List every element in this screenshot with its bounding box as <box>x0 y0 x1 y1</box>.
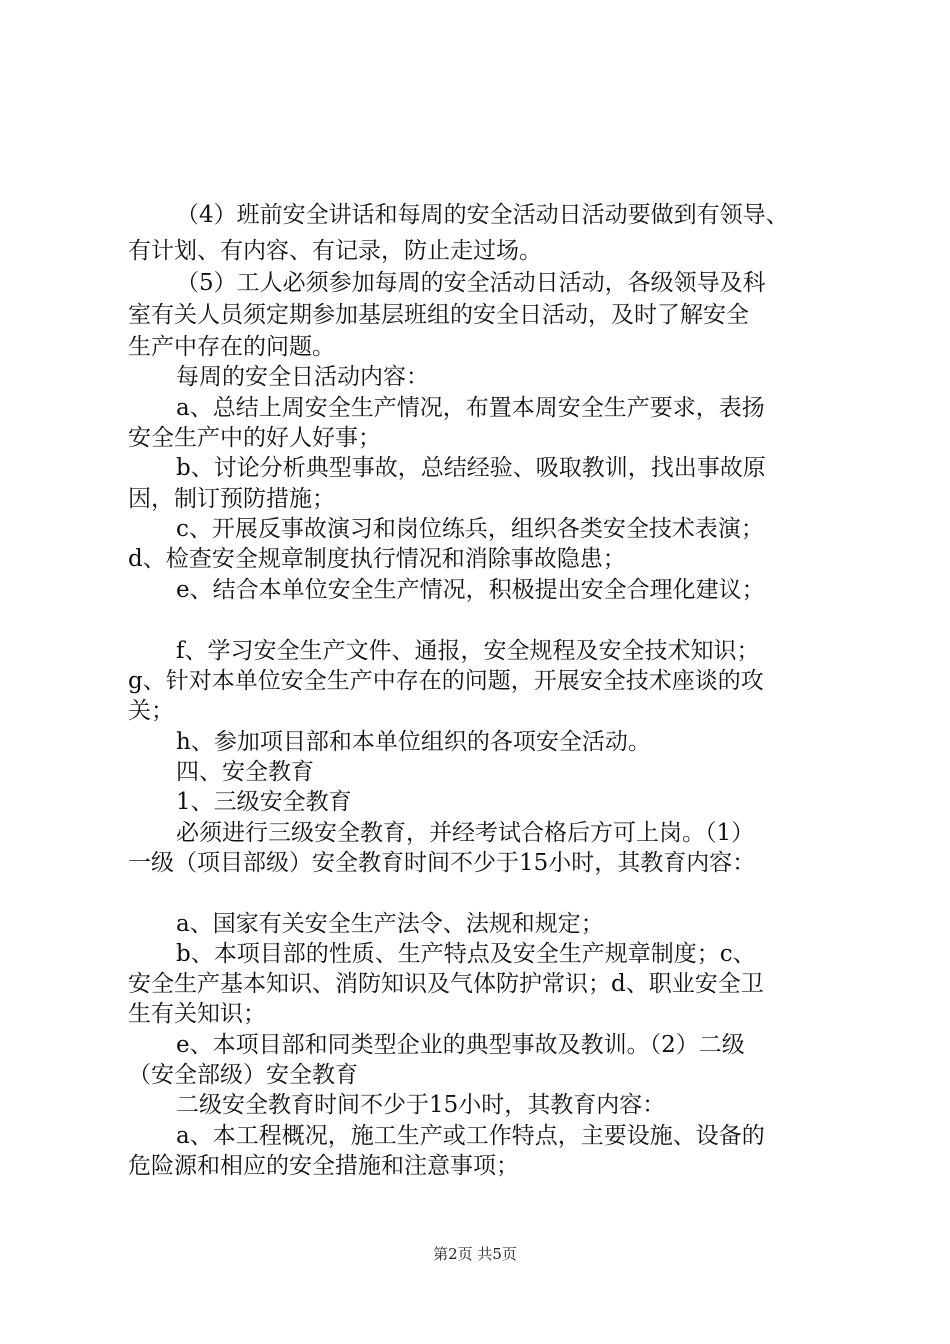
text-line: 1、三级安全教育 <box>176 789 352 815</box>
text-line: （4）班前安全讲话和每周的安全活动日活动要做到有领导、 <box>176 202 789 228</box>
text-line: a、本工程概况，施工生产或工作特点，主要设施、设备的 <box>176 1123 765 1149</box>
text-line: 危险源和相应的安全措施和注意事项； <box>128 1153 519 1179</box>
text-line: 关； <box>128 698 174 724</box>
text-line: 必须进行三级安全教育，并经考试合格后方可上岗。（1） <box>176 820 755 846</box>
text-line: 生产中存在的问题。 <box>128 334 335 360</box>
text-line: g、针对本单位安全生产中存在的问题，开展安全技术座谈的攻 <box>128 668 764 694</box>
text-line: d、检查安全规章制度执行情况和消除事故隐患； <box>128 546 626 572</box>
text-line: 二级安全教育时间不少于15小时，其教育内容： <box>176 1092 666 1118</box>
text-line: 每周的安全日活动内容： <box>176 364 429 390</box>
text-line: 一级（项目部级）安全教育时间不少于15小时，其教育内容： <box>128 850 756 876</box>
text-line: a、总结上周安全生产情况，布置本周安全生产要求，表扬 <box>176 395 765 421</box>
text-line: b、本项目部的性质、生产特点及安全生产规章制度；c、 <box>176 941 756 967</box>
page-footer: 第2页 共5页 <box>433 1245 517 1263</box>
text-line: a、国家有关安全生产法令、法规和规定； <box>176 911 604 937</box>
text-line: e、本项目部和同类型企业的典型事故及教训。（2）二级 <box>176 1032 745 1058</box>
text-line: （5）工人必须参加每周的安全活动日活动，各级领导及科 <box>176 270 766 296</box>
text-line: 因，制订预防措施； <box>128 486 335 512</box>
text-line: f、学习安全生产文件、通报，安全规程及安全技术知识； <box>176 638 760 664</box>
text-line: 室有关人员须定期参加基层班组的安全日活动，及时了解安全 <box>128 302 749 328</box>
text-line: （安全部级）安全教育 <box>128 1062 358 1088</box>
text-line: h、参加项目部和本单位组织的各项安全活动。 <box>176 729 651 755</box>
text-line: 生有关知识； <box>128 1001 266 1027</box>
text-line: b、讨论分析典型事故，总结经验、吸取教训，找出事故原 <box>176 455 766 481</box>
text-line: c、开展反事故演习和岗位练兵，组织各类安全技术表演； <box>176 516 764 542</box>
text-line: 安全生产中的好人好事； <box>128 425 381 451</box>
text-line: 有计划、有内容、有记录，防止走过场。 <box>128 238 542 264</box>
text-line: e、结合本单位安全生产情况，积极提出安全合理化建议； <box>176 577 765 603</box>
text-line: 四、安全教育 <box>176 759 314 785</box>
text-line: 安全生产基本知识、消防知识及气体防护常识；d、职业安全卫 <box>128 971 764 997</box>
